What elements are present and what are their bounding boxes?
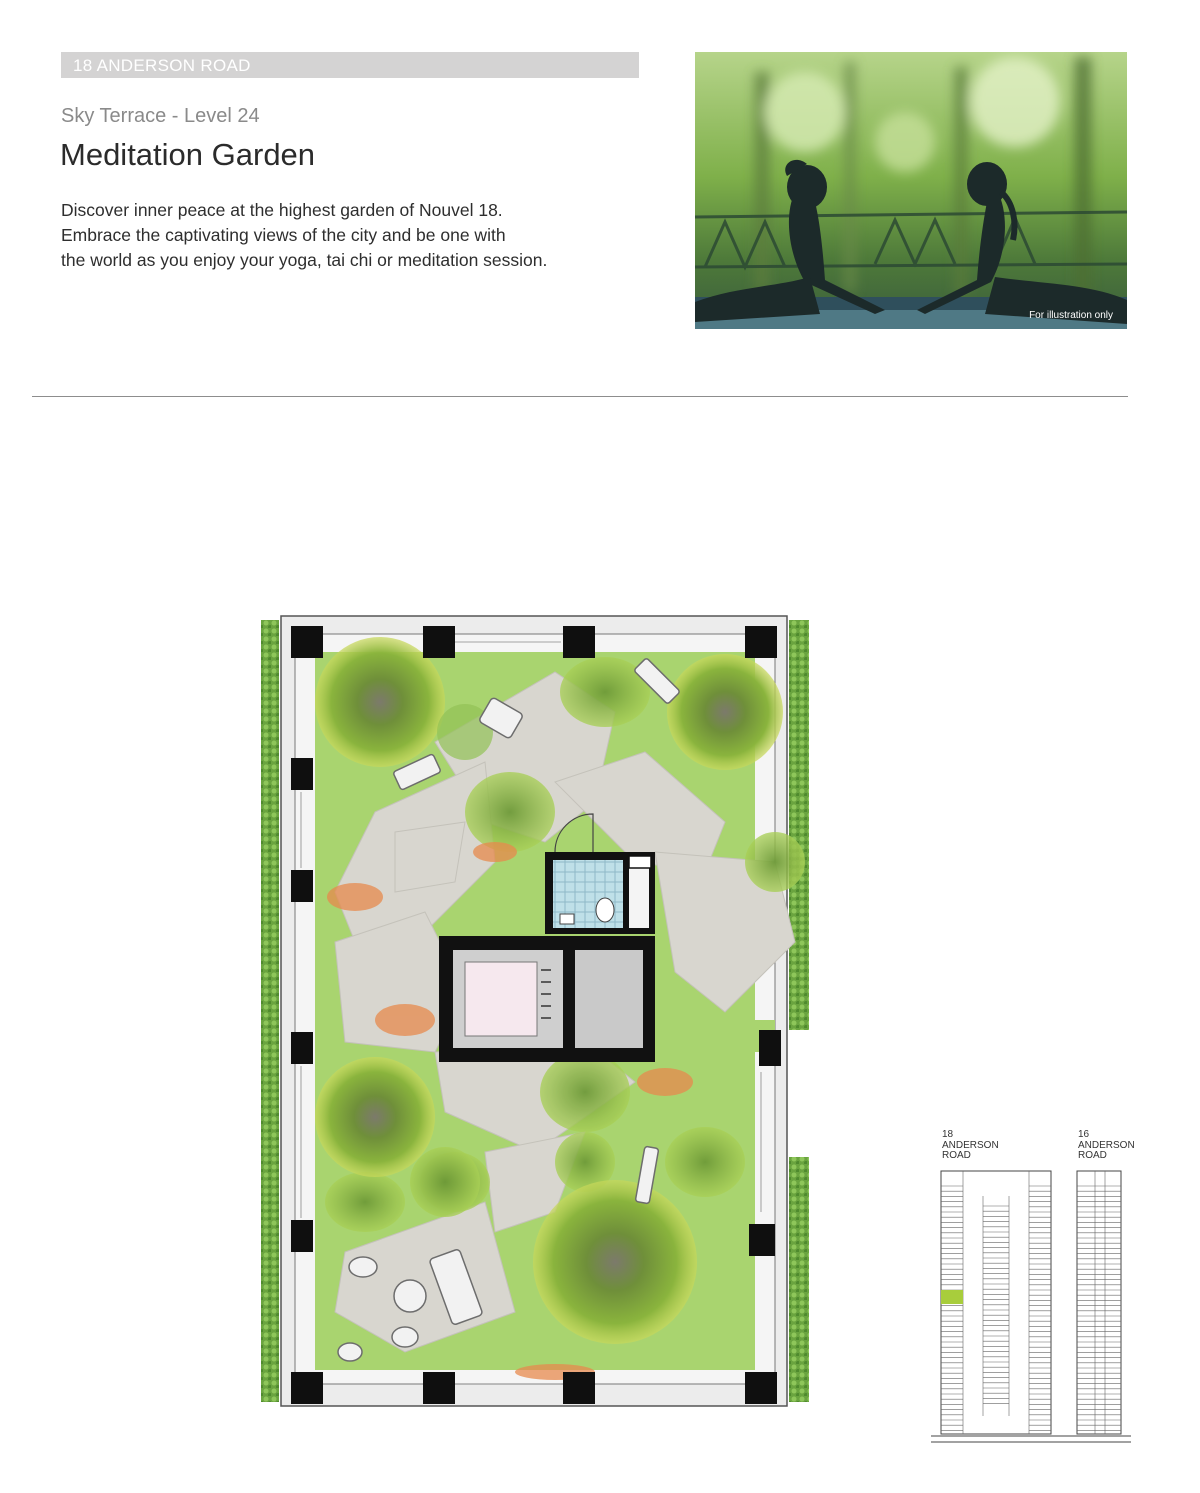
description-line: Discover inner peace at the highest garden of Nouvel 18. xyxy=(61,200,503,220)
garden-floor-plan xyxy=(255,612,815,1417)
yoga-photo xyxy=(695,52,1127,329)
page-title: Meditation Garden xyxy=(60,137,316,172)
level-24-highlight xyxy=(941,1290,963,1304)
illustration-caption: For illustration only xyxy=(1029,310,1113,321)
header-band xyxy=(61,52,639,78)
key-plan-label-18: 18 ANDERSON ROAD xyxy=(942,1129,999,1161)
description-line: Embrace the captivating views of the city and be one with xyxy=(61,225,506,245)
description-line: the world as you enjoy your yoga, tai chi or meditation session. xyxy=(61,250,548,270)
yoga-illustration xyxy=(695,52,1127,329)
key-plan-label-16: 16 ANDERSON ROAD xyxy=(1078,1129,1135,1161)
location-subtitle: Sky Terrace - Level 24 xyxy=(61,105,260,127)
project-name: 18 ANDERSON ROAD xyxy=(73,56,251,75)
key-plan-elevation xyxy=(925,1166,1135,1448)
floor-plan-drawing xyxy=(255,612,815,1412)
section-divider xyxy=(32,396,1128,397)
description xyxy=(61,198,547,273)
